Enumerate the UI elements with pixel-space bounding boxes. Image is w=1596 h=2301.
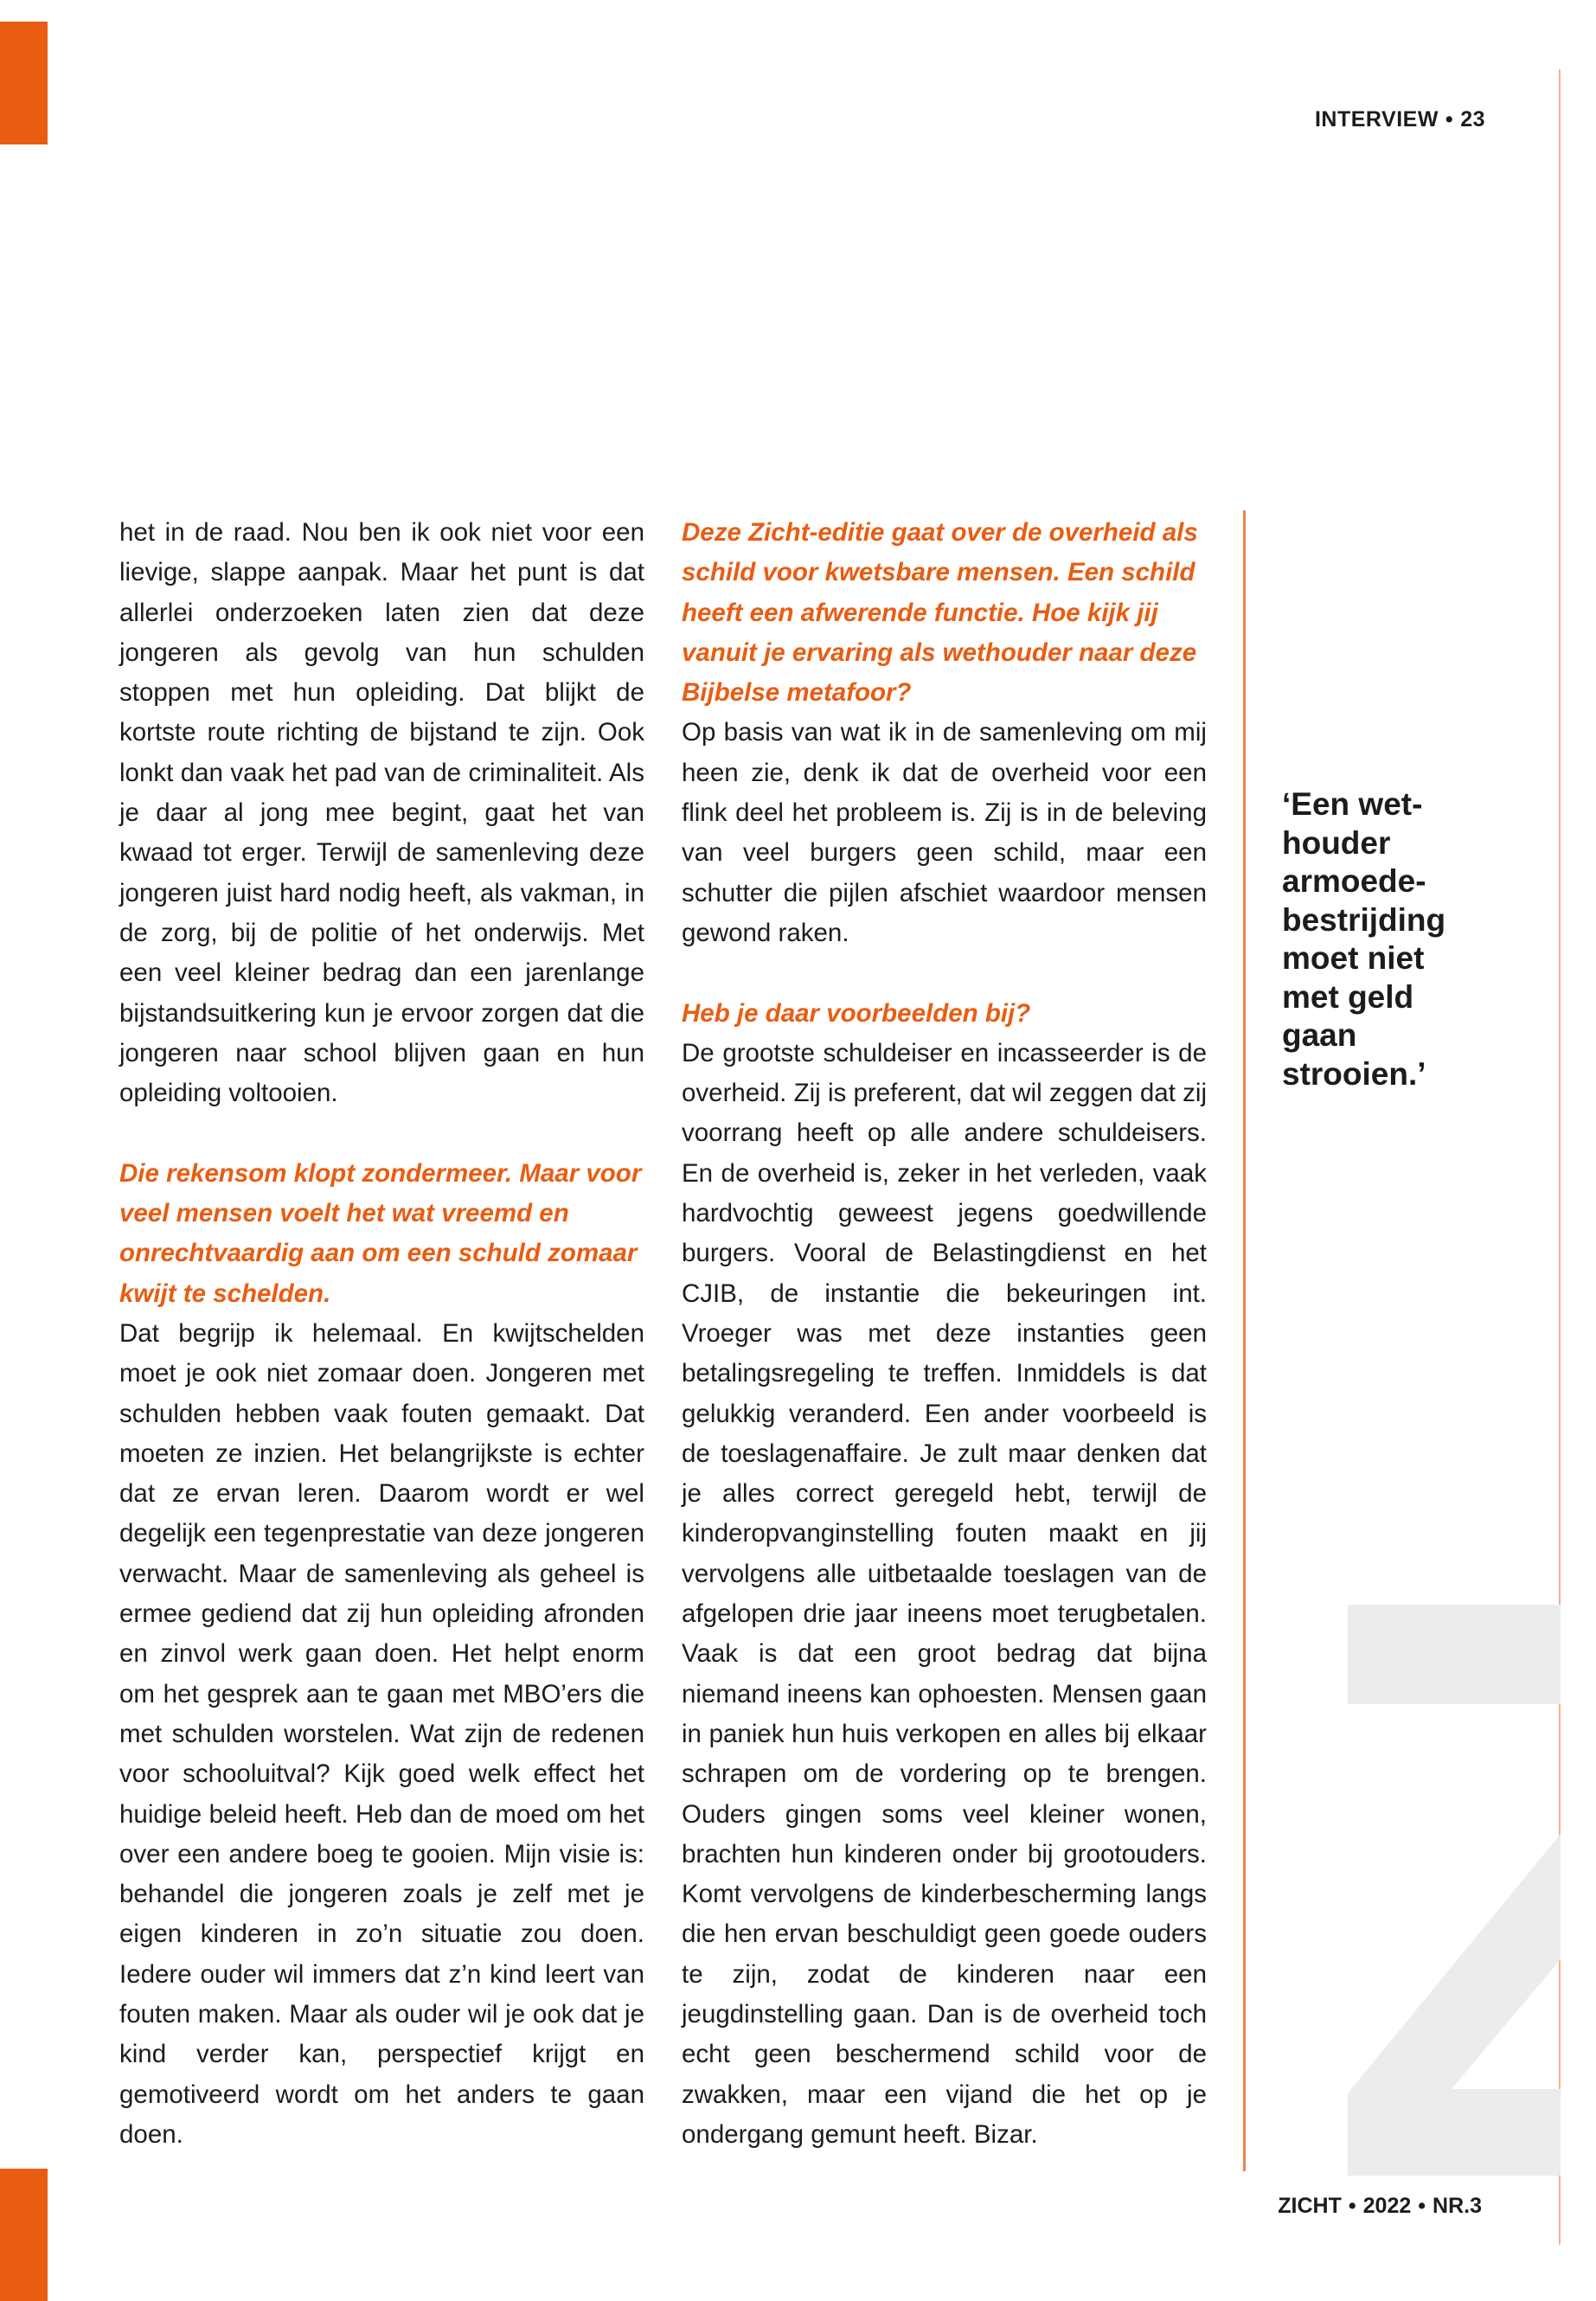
page-footer	[1278, 2194, 1482, 2219]
article-column-right	[682, 513, 1207, 2155]
separator-dot: •	[1418, 2194, 1426, 2218]
decorative-z-letter	[1348, 1605, 1561, 2176]
pull-quote	[1282, 785, 1524, 1093]
body-paragraph: het in de raad. Nou ben ik ook niet voor een lievige, slappe aanpak. Maar het punt is dat allerlei onderzoeken laten zien dat deze jongeren als gevolg van hun schulden stoppen met hun opleiding. Dat blijkt de kortste route richting de bijstand te zijn. Ook lonkt dan vaak het pad van de criminaliteit. Als je daar al jong mee begint, gaat het van kwaad tot erger. Terwijl de samenleving deze jongeren juist hard nodig heeft, als vakman, in de zorg, bij de politie of het onderwijs. Met een veel kleiner bedrag dan een jarenlange bijstandsuitkering kun je ervoor zorgen dat die jongeren naar school blijven gaan en hun opleiding voltooien.	[119, 518, 644, 1108]
body-paragraph: Dat begrijp ik helemaal. En kwijtschelden moet je ook niet zomaar doen. Jongeren met schulden hebben vaak fouten gemaakt. Dat moeten ze inzien. Het belangrijkste is echter dat ze ervan leren. Daarom wordt er wel degelijk een tegenprestatie van deze jongeren verwacht. Maar de samenleving als geheel is ermee gediend dat zij hun opleiding afronden en zinvol werk gaan doen. Het helpt enorm om het gesprek aan te gaan met MBO’ers die met schulden worstelen. Wat zijn de redenen voor schooluitval? Kijk goed welk effect het huidige beleid heeft. Heb dan de moed om het over een andere boeg te gooien. Mijn visie is: behandel die jongeren zoals je zelf met je eigen kinderen in zo’n situatie zou doen. Iedere ouder wil immers dat z’n kind leert van fouten maken. Maar als ouder wil je ook dat je kind verder kan, perspectief krijgt en gemotiveerd wordt om het anders te gaan doen.	[119, 1318, 644, 2149]
paragraph-gap	[119, 1113, 644, 1153]
body-paragraph: Op basis van wat ik in de samenleving om mij heen zie, denk ik dat de overheid voor een flink deel het probleem is. Zij is in de beleving van veel burgers geen schild, maar een schutter die pijlen afschiet waardoor mensen gewond raken.	[682, 718, 1207, 947]
pull-quote-line: houder	[1282, 824, 1391, 861]
article-column-left	[119, 513, 644, 2155]
separator-dot: •	[1348, 2194, 1356, 2218]
pull-quote-line: met geld	[1282, 978, 1414, 1015]
running-head	[1315, 107, 1485, 132]
pull-quote-line: moet niet	[1282, 940, 1425, 976]
interview-question: Heb je daar voorbeelden bij?	[682, 998, 1031, 1028]
pull-quote-line: armoede-	[1282, 863, 1426, 899]
paragraph-gap	[682, 953, 1207, 993]
pull-quote-line: bestrijding	[1282, 901, 1446, 938]
interview-question: Die rekensom klopt zondermeer. Maar voor veel mensen voelt het wat vreemd en onrechtvaardig aan om een schuld zomaar kwijt te schelden.	[119, 1158, 642, 1308]
page-number: 23	[1460, 107, 1485, 131]
section-label: INTERVIEW	[1314, 107, 1439, 131]
pull-quote-line: gaan	[1282, 1017, 1357, 1053]
accent-bar-top	[0, 22, 48, 144]
pull-quote-line: ‘Een wet-	[1282, 786, 1423, 822]
accent-bar-bottom	[0, 2169, 48, 2301]
column-divider	[1243, 510, 1246, 2171]
issue-number: NR.3	[1433, 2194, 1482, 2218]
magazine-name: ZICHT	[1278, 2194, 1342, 2218]
pull-quote-line: strooien.’	[1282, 1055, 1426, 1092]
body-paragraph: De grootste schuldeiser en incasseerder is de overheid. Zij is preferent, dat wil zeggen dat zij voorrang heeft op alle andere schuldeisers. En de overheid is, zeker in het verleden, vaak hardvochtig geweest jegens goedwillende burgers. Vooral de Belastingdienst en het CJIB, de instantie die bekeuringen int. Vroeger was met deze instanties geen betalingsregeling te treffen. Inmiddels is dat gelukkig veranderd. Een ander voorbeeld is de toeslagenaffaire. Je zult maar denken dat je alles correct geregeld hebt, terwijl de kinderopvanginstelling fouten maakt en jij vervolgens alle uitbetaalde toeslagen van de afgelopen drie jaar ineens moet terugbetalen. Vaak is dat een groot bedrag dat bijna niemand ineens kan ophoesten. Mensen gaan in paniek hun huis verkopen en alles bij elkaar schrapen om de vordering op te brengen. Ouders gingen soms veel kleiner wonen, brachten hun kinderen onder bij grootouders. Komt vervolgens de kinderbescherming langs die hen ervan beschuldigt geen goede ouders te zijn, zodat de kinderen naar een jeugdinstelling gaan. Dan is de overheid toch echt geen beschermend schild voor de zwakken, maar een vijand die het op je ondergang gemunt heeft. Bizar.	[682, 1038, 1207, 2149]
separator-dot: •	[1445, 107, 1454, 131]
interview-question: Deze Zicht-editie gaat over de overheid als schild voor kwetsbare mensen. Een schild heeft een afwerende functie. Hoe kijk jij vanuit je ervaring als wethouder naar deze Bijbelse metafoor?	[682, 518, 1198, 708]
issue-year: 2022	[1362, 2194, 1412, 2218]
